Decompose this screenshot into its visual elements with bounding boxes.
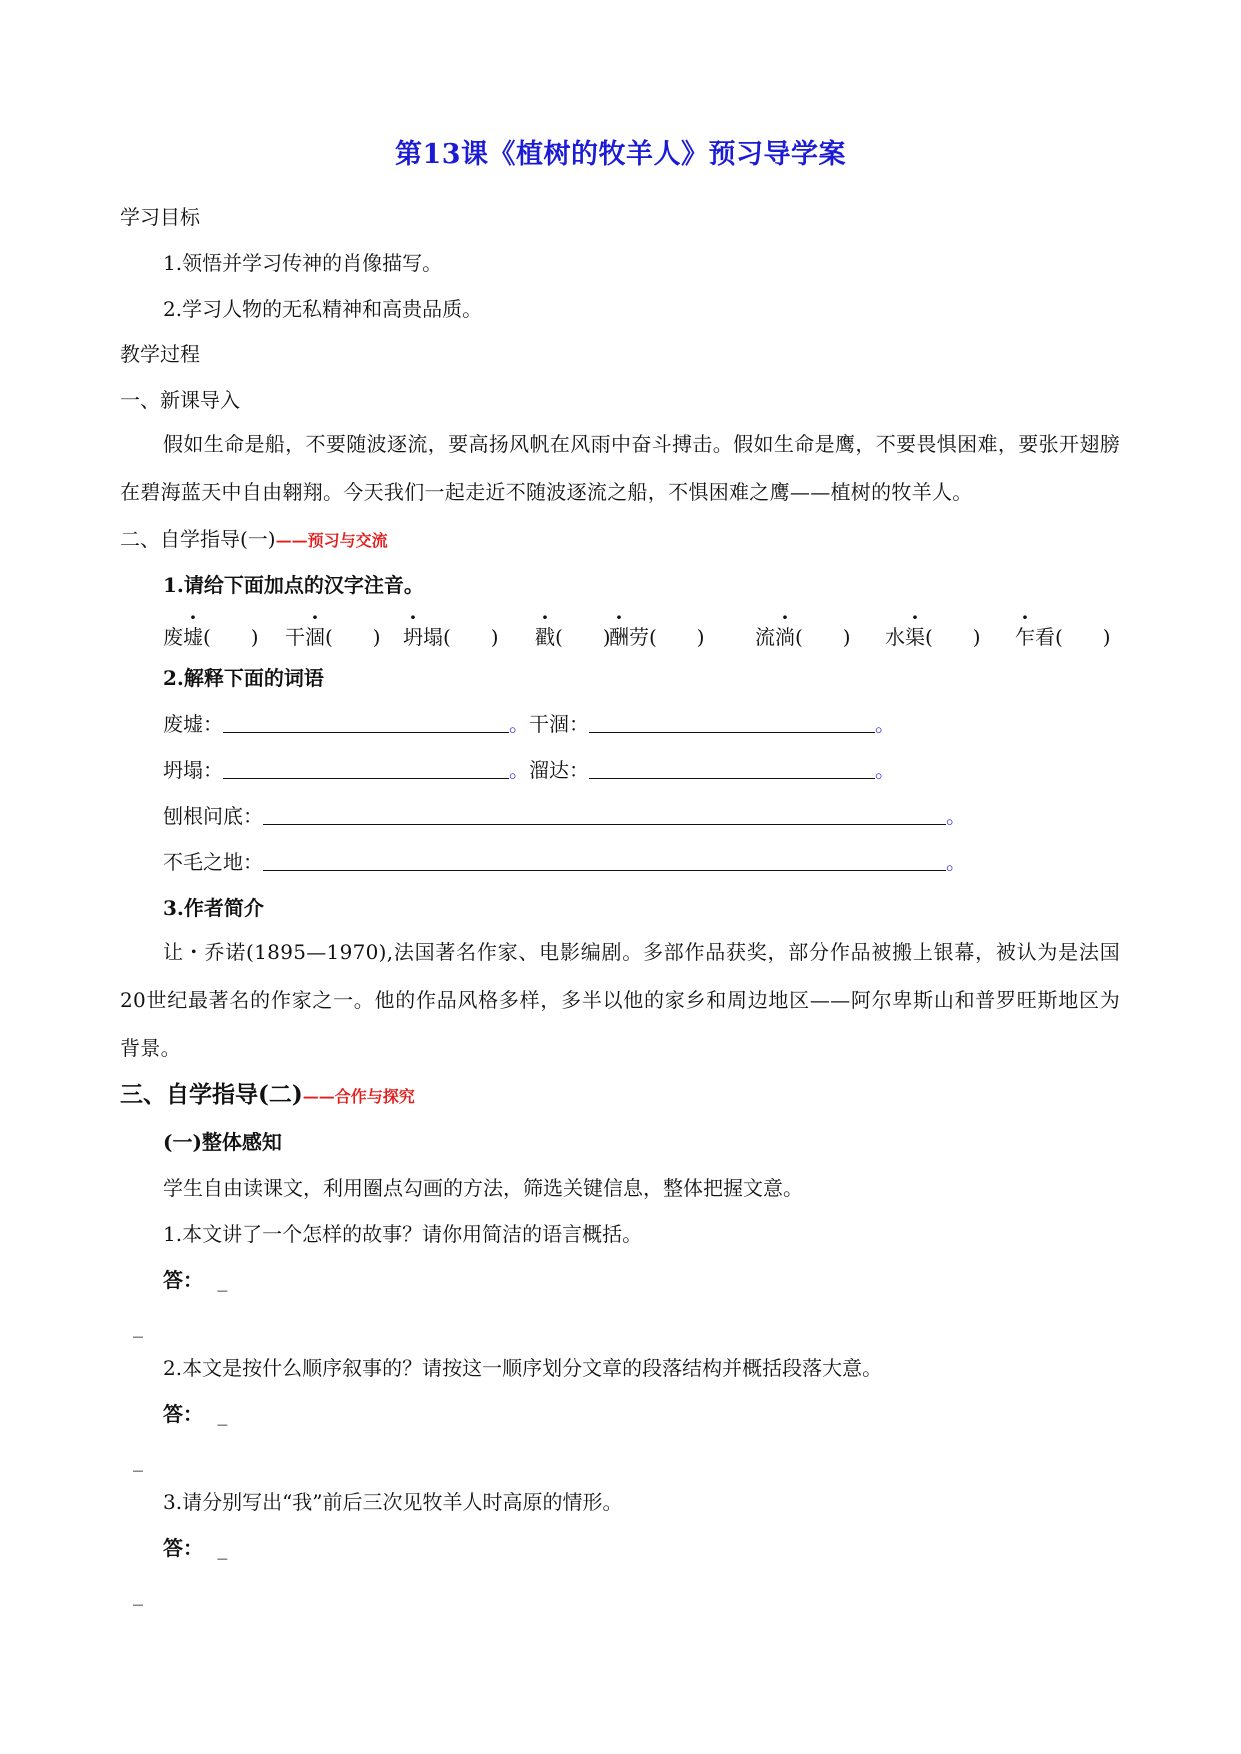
word-label: 坍塌： <box>163 758 223 782</box>
answer-label: 答： <box>163 1268 203 1292</box>
section3-title: 三、自学指导(二) <box>120 1081 303 1108</box>
answer-row-2 <box>163 1401 227 1427</box>
goals-heading: 学习目标 <box>120 205 200 229</box>
word-row-1: 废墟： 。干涸： 。 <box>163 712 895 736</box>
question-pinyin: 1.请给下面加点的汉字注音。 <box>163 573 424 597</box>
page-title: 第13课《植树的牧羊人》预习导学案 <box>394 139 847 170</box>
word-label: 不毛之地： <box>163 850 263 874</box>
answer-label: 答： <box>163 1536 203 1560</box>
answer-blank[interactable] <box>223 760 509 779</box>
answer-blank[interactable]: _ <box>217 1402 228 1426</box>
answer-blank[interactable] <box>223 714 509 733</box>
pinyin-item-5: 酬劳( ) <box>609 625 705 649</box>
answer-label: 答： <box>163 1402 203 1426</box>
pinyin-item-6: 流淌( ) <box>755 625 851 649</box>
section3-heading <box>120 1082 415 1110</box>
section2-title: 二、自学指导(一) <box>120 527 276 551</box>
pinyin-item-1: 废墟( ) <box>163 625 259 649</box>
word-label: 溜达： <box>529 758 589 782</box>
question-words: 2.解释下面的词语 <box>163 666 324 690</box>
pinyin-item-2: 干涸( ) <box>285 625 381 649</box>
answer-blank[interactable]: _ <box>217 1536 228 1560</box>
answer-blank[interactable] <box>263 852 946 871</box>
word-row-4: 不毛之地： 。 <box>163 850 966 874</box>
pinyin-item-4: 戳( ) <box>535 625 611 649</box>
author-paragraph: 让・乔诺(1895—1970),法国著名作家、电影编剧。多部作品获奖，部分作品被搬上银幕，被认为是法国20世纪最著名的作家之一。他的作品风格多样，多半以他的家乡和周边地区——阿尔卑斯山和普罗旺斯地区为背景。 <box>120 940 1120 1060</box>
answer-blank[interactable] <box>589 760 875 779</box>
word-label: 干涸： <box>529 712 589 736</box>
trail-blank-1[interactable]: _ <box>133 1314 143 1338</box>
answer-row-3 <box>163 1535 227 1561</box>
question-2: 2.本文是按什么顺序叙事的？请按这一顺序划分文章的段落结构并概括段落大意。 <box>163 1356 883 1380</box>
word-row-3: 刨根问底： 。 <box>163 804 966 828</box>
section2-heading <box>120 526 388 554</box>
section3-intro: 学生自由读课文，利用圈点勾画的方法，筛选关键信息，整体把握文意。 <box>163 1176 803 1200</box>
question-1: 1.本文讲了一个怎样的故事？请你用简洁的语言概括。 <box>163 1222 643 1246</box>
intro-paragraph: 假如生命是船，不要随波逐流，要高扬风帆在风雨中奋斗搏击。假如生命是鹰，不要畏惧困难，要张开翅膀在碧海蓝天中自由翱翔。今天我们一起走近不随波逐流之船，不惧困难之鹰——植树的牧羊人。 <box>120 432 1120 504</box>
trail-blank-2[interactable]: _ <box>133 1448 143 1472</box>
word-label: 废墟： <box>163 712 223 736</box>
subsection-heading: (一)整体感知 <box>163 1130 282 1154</box>
section3-tag: ——合作与探究 <box>302 1087 415 1106</box>
question-3: 3.请分别写出“我”前后三次见牧羊人时高原的情形。 <box>163 1490 623 1514</box>
question-author: 3.作者简介 <box>163 896 264 920</box>
answer-blank[interactable] <box>263 806 946 825</box>
section1-heading: 一、新课导入 <box>120 388 240 412</box>
word-row-2: 坍塌： 。溜达： 。 <box>163 758 895 782</box>
goal-item-1: 1.领悟并学习传神的肖像描写。 <box>163 251 443 275</box>
answer-blank[interactable] <box>589 714 875 733</box>
answer-blank[interactable]: _ <box>217 1268 228 1292</box>
answer-row-1 <box>163 1267 227 1293</box>
word-label: 刨根问底： <box>163 804 263 828</box>
pinyin-item-3: 坍塌( ) <box>403 625 499 649</box>
goal-item-2: 2.学习人物的无私精神和高贵品质。 <box>163 297 483 321</box>
pinyin-item-7: 水渠( ) <box>885 625 981 649</box>
pinyin-item-8: 乍看( ) <box>1015 625 1111 649</box>
trail-blank-3[interactable]: _ <box>133 1582 143 1606</box>
process-heading: 教学过程 <box>120 342 200 366</box>
section2-tag: ——预习与交流 <box>275 531 388 550</box>
